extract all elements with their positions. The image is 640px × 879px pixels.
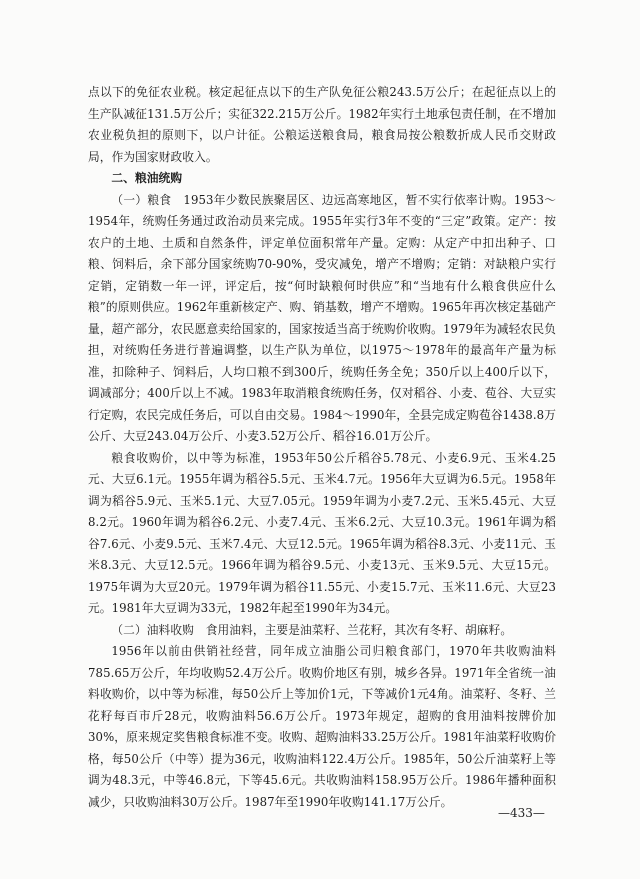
body-text bbox=[88, 82, 556, 813]
paragraph-oil-purchase: 1956年以前由供销社经营，同年成立油脂公司归粮食部门，1970年共收购油料785.65万公斤，年均收购52.4万公斤。收购价地区有别，城乡各异。1971年全省统一油料收购价，以中等为标准，每50公斤上等加价1元，下等减价1元4角。油菜籽、冬籽、兰花籽每百市斤28元，收购油料56.6万公斤。1973年规定，超购的食用油料按牌价加30%，原来规定奖售粮食标准不变。收购、超购油料33.25万公斤。1981年油菜籽收购价格，每50公斤（中等）提为36元，收购油料122.4万公斤。1985年，50公斤油菜籽上等调为48.3元，中等46.8元，下等45.6元。共收购油料158.95万公斤。1986年播种面积减少，只收购油料30万公斤。1987年至1990年收购141.17万公斤。 bbox=[88, 644, 556, 809]
paragraph-oil-heading: （二）油料收购 食用油料，主要是油菜籽、兰花籽，其次有冬籽、胡麻籽。 bbox=[111, 622, 513, 637]
page-number: —433— bbox=[498, 806, 545, 820]
paragraph-grain-prices: 粮食收购价，以中等为标准，1953年50公斤稻谷5.78元、小麦6.9元、玉米4.25元、大豆6.1元。1955年调为稻谷5.5元、玉米4.7元。1956年大豆调为6.5元。1958年调为稻谷5.9元、玉米5.1元、大豆7.05元。1959年调为小麦7.2元、玉米5.45元、大豆8.2元。1960年调为稻谷6.2元、小麦7.4元、玉米6.2元、大豆10.3元。1961年调为稻谷7.6元、小麦9.5元、玉米7.4元、大豆12.5元。1965年调为稻谷8.3元、小麦11元、玉米8.3元、大豆12.5元。1966年调为稻谷9.5元、小麦13元、玉米9.5元、大豆15元。1975年调为大豆20元。1979年调为稻谷11.55元、小麦15.7元、玉米11.6元、大豆23元。1981年大豆调为33元，1982年起至1990年为34元。 bbox=[88, 450, 556, 615]
section-heading-grain-oil-purchase: 二、粮油统购 bbox=[111, 171, 183, 185]
paragraph-grain-purchase: （一）粮食 1953年少数民族聚居区、边远高寒地区，暂不实行依率计购。1953～1954年，统购任务通过政治动员来完成。1955年实行3年不变的“三定”政策。定产：按农户的土地、土质和自然条件，评定单位面积常年产量。定购：从定产中扣出种子、口粮、饲料后，余下部分国家统购70-90%，受灾减免，增产不增购；定销：对缺粮户实行定销，定销数一年一评，评定后，按“何时缺粮何时供应”和“当地有什么粮食供应什么粮”的原则供应。1962年重新核定产、购、销基数，增产不增购。1965年再次核定基础产量，超产部分，农民愿意卖给国家的，国家按适当高于统购价收购。1979年为减轻农民负担，对统购任务进行普遍调整，以生产队为单位，以1975～1978年的最高年产量为标准，扣除种子、饲料后，人均口粮不到300斤，统购任务全免；350斤以上400斤以下，调减部分；400斤以上不减。1983年取消粮食统购任务，仅对稻谷、小麦、苞谷、大豆实行定购，农民完成任务后，可以自由交易。1984～1990年，全县完成定购苞谷1438.8万公斤、大豆243.04万公斤、小麦3.52万公斤、稻谷16.01万公斤。 bbox=[88, 192, 556, 443]
paragraph-tax-exemption: 点以下的免征农业税。核定起征点以下的生产队免征公粮243.5万公斤；在起征点以上的生产队减征131.5万公斤；实征322.215万公斤。1982年实行土地承包责任制，在不增加农业税负担的原则下，以户计征。公粮运送粮食局，粮食局按公粮数折成人民币交财政局，作为国家财政收入。 bbox=[88, 85, 556, 164]
